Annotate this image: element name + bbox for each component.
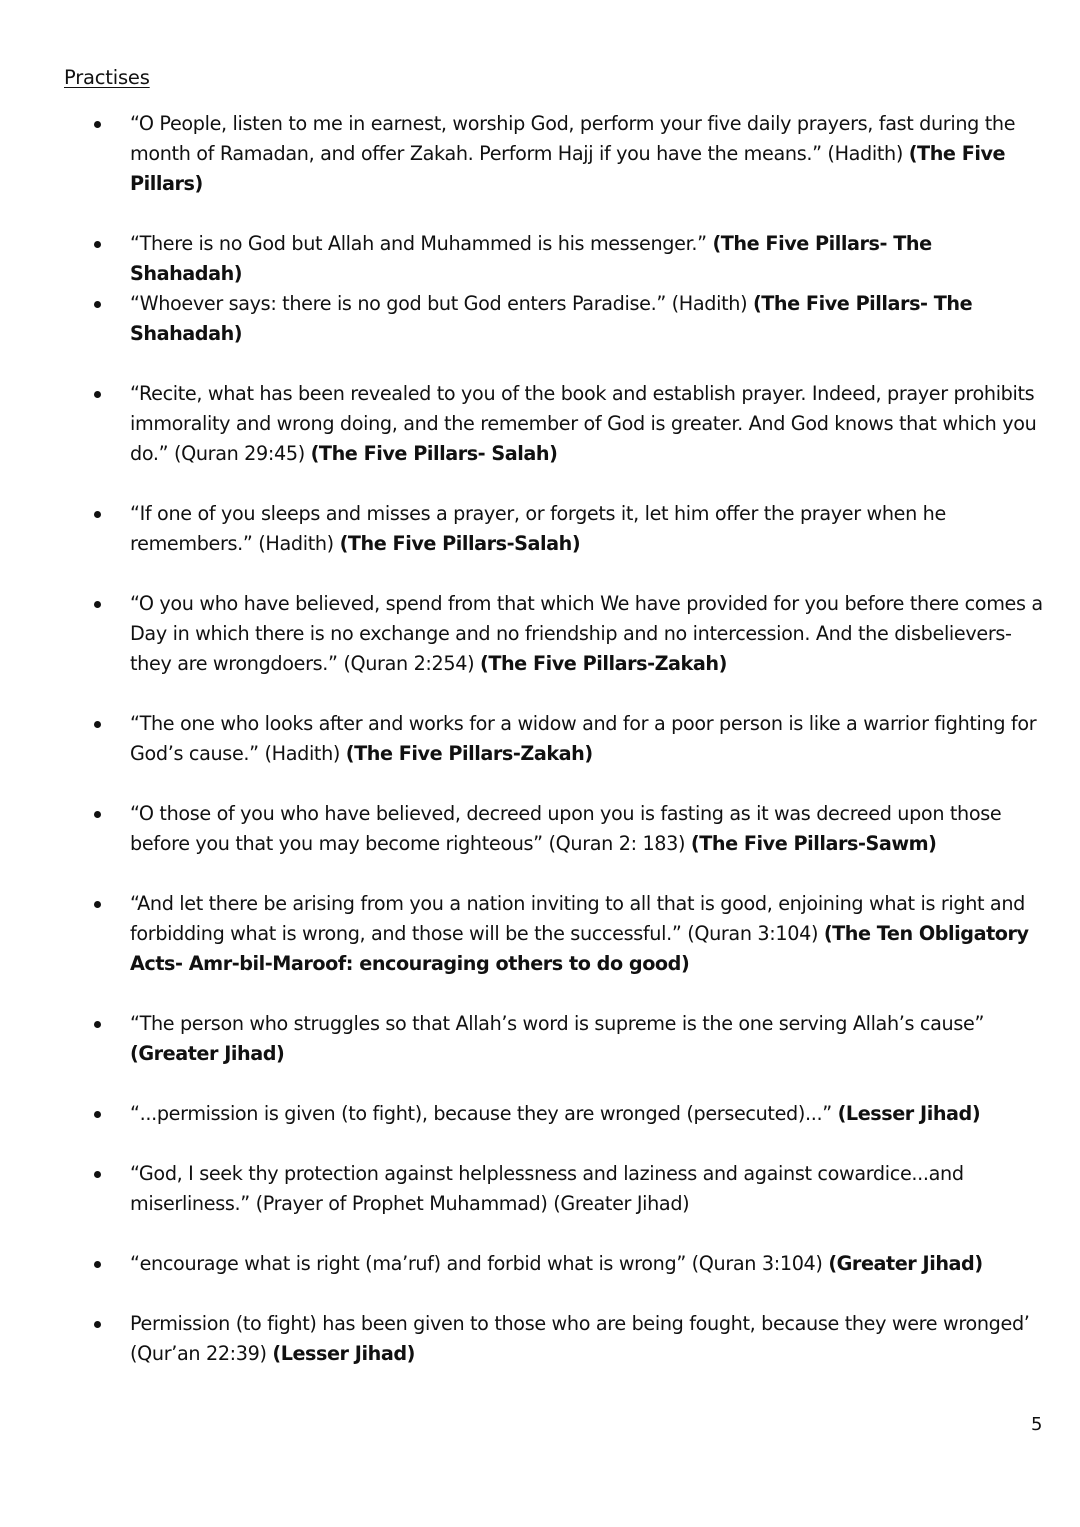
bullet-icon	[94, 511, 101, 518]
quote-text: “O those of you who have believed, decreed upon you is fasting as it was decreed upon those before you that you may become righteous” (Quran 2: 183)	[130, 802, 1002, 855]
quote-text: “O you who have believed, spend from that which We have provided for you before there comes a Day in which there is no exchange and no friendship and no intercession. And the disbelievers- they are wrongdoers.” (Quran 2:254)	[130, 592, 1043, 675]
quote-text: “If one of you sleeps and misses a prayer, or forgets it, let him offer the prayer when he remembers.” (Hadith)	[130, 502, 946, 555]
list-item	[130, 1009, 1045, 1069]
topic-label: (Lesser Jihad)	[837, 1102, 981, 1125]
topic-label: (Lesser Jihad)	[272, 1342, 415, 1365]
list-item	[130, 889, 1045, 979]
bullet-icon	[94, 1111, 101, 1118]
bullet-icon	[94, 1321, 101, 1328]
quote-text: “There is no God but Allah and Muhammed is his messenger.”	[130, 232, 713, 255]
bullet-icon	[94, 601, 101, 608]
bullet-icon	[94, 301, 101, 308]
quote-text: “And let there be arising from you a nation inviting to all that is good, enjoining what is right and forbidding what is wrong, and those will be the successful.” (Quran 3:104)	[130, 892, 1025, 945]
bullet-icon	[94, 1261, 101, 1268]
topic-label: (The Five Pillars-Zakah)	[345, 742, 593, 765]
bullet-icon	[94, 901, 101, 908]
quote-text: “Whoever says: there is no god but God enters Paradise.” (Hadith)	[130, 292, 753, 315]
topic-label: (The Five Pillars- The Shahadah)	[130, 232, 932, 285]
quote-text: “O People, listen to me in earnest, worship God, perform your five daily prayers, fast during the month of Ramadan, and offer Zakah. Perform Hajj if you have the means.” (Hadith)	[130, 112, 1016, 165]
list-item	[130, 229, 1045, 289]
list-item	[130, 1249, 1045, 1279]
topic-label: (Greater Jihad)	[828, 1252, 983, 1275]
quote-text: “The person who struggles so that Allah’s word is supreme is the one serving Allah’s cause”	[130, 1012, 985, 1035]
topic-label: (The Five Pillars-Zakah)	[480, 652, 727, 675]
topic-label: (The Five Pillars- The Shahadah)	[130, 292, 973, 345]
topic-label: (The Five Pillars- Salah)	[310, 442, 558, 465]
quote-text: “Recite, what has been revealed to you of the book and establish prayer. Indeed, prayer prohibits immorality and wrong doing, and the remember of God is greater. And God knows that which you do.” (Quran 29:45)	[130, 382, 1037, 465]
list-item	[130, 109, 1045, 199]
topic-label: (The Five Pillars-Sawm)	[690, 832, 937, 855]
quote-text: “God, I seek thy protection against helplessness and laziness and against cowardice...and miserliness.” (Prayer of Prophet Muhammad) (Greater Jihad)	[130, 1162, 964, 1215]
list-item	[130, 499, 1045, 559]
bullet-icon	[94, 241, 101, 248]
bullet-icon	[94, 721, 101, 728]
list-item	[130, 709, 1045, 769]
section-heading: Practises	[64, 66, 150, 89]
topic-label: (Greater Jihad)	[130, 1042, 285, 1065]
bullet-icon	[94, 1021, 101, 1028]
bullet-icon	[94, 121, 101, 128]
list-item	[130, 1099, 1045, 1129]
page-number: 5	[1031, 1414, 1043, 1435]
list-item	[130, 1159, 1045, 1219]
topic-label: (The Five Pillars-Salah)	[339, 532, 581, 555]
topic-label: (The Ten Obligatory Acts- Amr-bil-Maroof: encouraging others to do good)	[130, 922, 1029, 975]
quote-text: Permission (to fight) has been given to those who are being fought, because they were wronged’ (Qur’an 22:39)	[130, 1312, 1030, 1365]
quote-text: “The one who looks after and works for a widow and for a poor person is like a warrior fighting for God’s cause.” (Hadith)	[130, 712, 1037, 765]
quote-text: “encourage what is right (ma’ruf) and forbid what is wrong” (Quran 3:104)	[130, 1252, 829, 1275]
list-item	[130, 379, 1045, 469]
list-item	[130, 799, 1045, 859]
bullet-icon	[94, 391, 101, 398]
bullet-icon	[94, 811, 101, 818]
topic-label: (The Five Pillars)	[130, 142, 1006, 195]
list-item	[130, 589, 1045, 679]
bullet-icon	[94, 1171, 101, 1178]
quote-text: “...permission is given (to fight), because they are wronged (persecuted)...”	[130, 1102, 838, 1125]
list-item	[130, 1309, 1045, 1369]
list-item	[130, 289, 1045, 349]
